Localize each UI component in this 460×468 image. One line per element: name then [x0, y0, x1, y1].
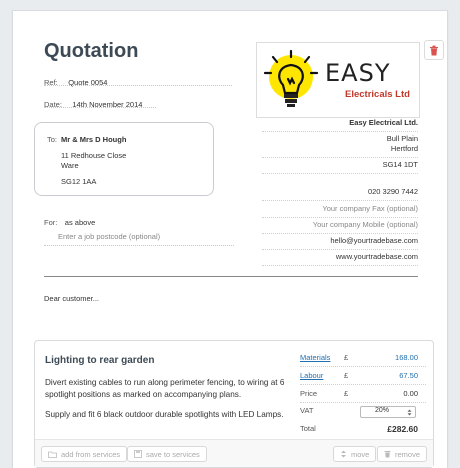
greeting-text[interactable]: Dear customer... — [44, 294, 100, 303]
save-to-services-label: save to services — [146, 449, 200, 459]
page-title: Quotation — [44, 40, 139, 62]
labour-row[interactable] — [300, 371, 426, 385]
trash-icon — [429, 45, 439, 56]
logo-word: EASY — [325, 59, 391, 87]
company-logo[interactable] — [256, 42, 420, 118]
price-label: Price — [300, 389, 318, 398]
date-value: 14th November 2014 — [72, 100, 143, 109]
logo-subtitle: Electricals Ltd — [345, 89, 410, 100]
labour-link[interactable]: Labour — [300, 371, 324, 380]
company-website[interactable]: www.yourtradebase.com — [262, 252, 418, 266]
job-postcode-input[interactable]: Enter a job postcode (optional) — [44, 232, 234, 246]
vat-value: 20% — [375, 407, 390, 414]
company-email[interactable]: hello@yourtradebase.com — [262, 236, 418, 250]
labour-value[interactable]: 67.50 — [399, 371, 418, 380]
company-fax-input[interactable]: Your company Fax (optional) — [262, 204, 418, 218]
lightbulb-icon — [263, 49, 319, 113]
to-label: To: — [47, 135, 58, 144]
chevron-updown-icon — [407, 409, 412, 416]
add-from-services-label: add from services — [61, 449, 121, 459]
recipient-line-2: Ware — [61, 161, 79, 170]
for-value: as above — [64, 218, 96, 227]
remove-button[interactable] — [377, 446, 427, 462]
total-label: Total — [300, 424, 316, 433]
price-row[interactable] — [300, 389, 426, 403]
company-name[interactable]: Easy Electrical Ltd. — [262, 118, 418, 132]
recipient-name: Mr & Mrs D Hough — [61, 135, 127, 144]
company-postcode[interactable]: SG14 1DT — [262, 160, 418, 174]
company-address-line-1[interactable]: Bull Plain — [386, 134, 418, 143]
vat-select[interactable] — [360, 406, 416, 418]
section-divider — [44, 276, 418, 277]
trash-icon — [384, 450, 391, 458]
item-title[interactable]: Lighting to rear garden — [45, 355, 155, 366]
company-address-line-2[interactable]: Hertford — [262, 144, 418, 158]
item-footer — [35, 439, 433, 467]
recipient-line-3: SG12 1AA — [61, 177, 97, 186]
recipient-line-1: 11 Redhouse Close — [61, 151, 127, 160]
company-mobile-input[interactable]: Your company Mobile (optional) — [262, 220, 418, 234]
folder-icon — [48, 451, 57, 458]
price-currency: £ — [344, 389, 349, 398]
move-button[interactable] — [333, 446, 376, 462]
remove-label: remove — [395, 449, 421, 459]
materials-row[interactable] — [300, 353, 426, 367]
materials-value[interactable]: 168.00 — [395, 353, 418, 362]
date-label: Date: — [44, 100, 62, 109]
save-icon — [134, 450, 142, 458]
ref-label: Ref: — [44, 78, 58, 87]
total-value: £282.60 — [387, 424, 418, 434]
price-value[interactable]: 0.00 — [403, 389, 418, 398]
vat-label: VAT — [300, 406, 314, 415]
company-phone[interactable]: 020 3290 7442 — [262, 187, 418, 201]
total-row — [300, 424, 426, 438]
ref-field[interactable] — [44, 72, 232, 86]
add-from-services-button[interactable] — [41, 446, 127, 462]
ref-value: Quote 0054 — [68, 78, 108, 87]
materials-currency: £ — [344, 353, 349, 362]
move-icon — [340, 450, 347, 458]
delete-quote-button[interactable] — [424, 40, 444, 60]
item-description-1[interactable]: Divert existing cables to run along perimeter fencing, to wiring at 6 spotlight positions as marked on accompanying plans. — [45, 378, 285, 399]
materials-link[interactable]: Materials — [300, 353, 331, 362]
recipient-address-box[interactable] — [34, 122, 214, 196]
date-field[interactable] — [44, 94, 156, 108]
save-to-services-button[interactable] — [127, 446, 207, 462]
for-field[interactable] — [44, 212, 234, 226]
labour-currency: £ — [344, 371, 349, 380]
item-description-2[interactable]: Supply and fit 6 black outdoor durable spotlights with LED Lamps. — [45, 410, 284, 419]
move-label: move — [351, 449, 370, 459]
for-label: For: — [44, 218, 58, 227]
